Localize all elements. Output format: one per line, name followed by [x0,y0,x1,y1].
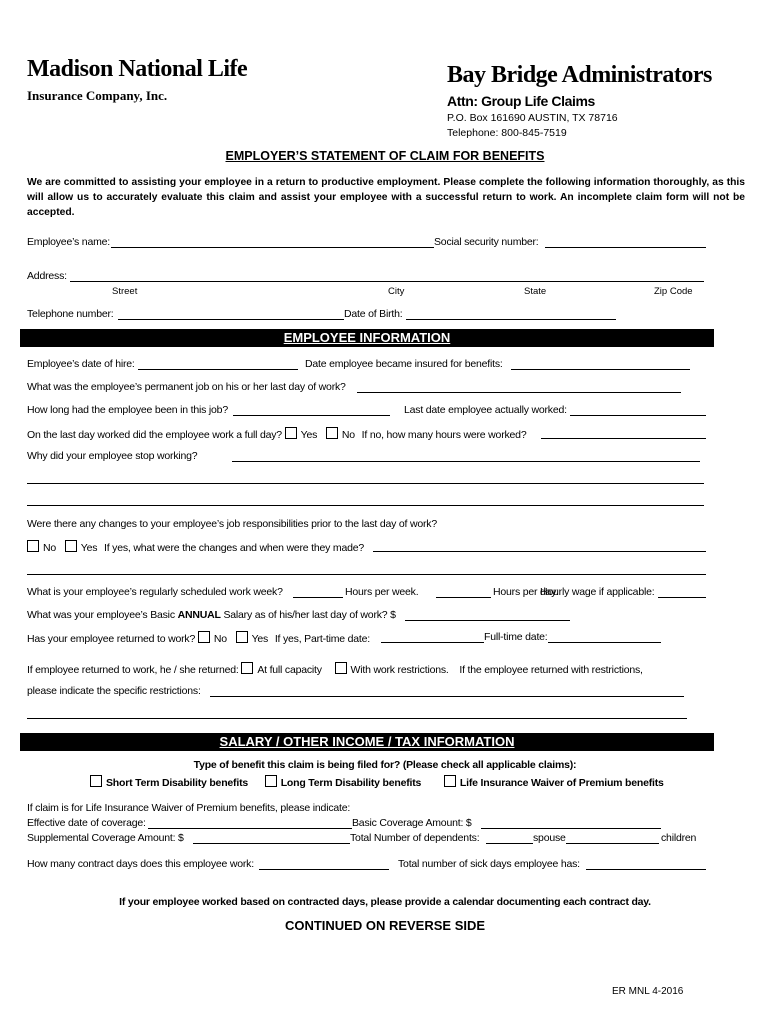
full-time-field[interactable] [548,642,661,643]
full-day-question [27,427,526,441]
returned-no-label: No [213,633,227,645]
life-waiver-note: If claim is for Life Insurance Waiver of Premium benefits, please indicate: [27,802,351,814]
employee-name-label: Employee’s name: [27,236,110,248]
children-label: children [661,832,697,844]
insured-date-field[interactable] [511,369,690,370]
attn-line: Attn: Group Life Claims [447,93,595,109]
street-caption: Street [112,286,138,297]
telephone-header: Telephone: 800-845-7519 [447,127,567,139]
ssn-field[interactable] [545,247,706,248]
supplemental-label: Supplemental Coverage Amount: $ [27,832,184,844]
with-restrictions-checkbox[interactable] [335,662,347,674]
full-day-no-label: No [341,429,355,441]
full-day-yes-checkbox[interactable] [285,427,297,439]
spouse-count-field[interactable] [486,843,533,844]
dob-field[interactable] [406,319,616,320]
annual-salary-question [27,609,396,621]
basic-coverage-field[interactable] [481,828,661,829]
hours-per-week-label: Hours per week. [345,586,419,598]
annual-salary-pre: What was your employee’s Basic [27,609,178,621]
restrictions-field-2[interactable] [27,718,687,719]
benefit-type-options [90,775,664,789]
full-day-no-checkbox[interactable] [326,427,338,439]
address-label: Address: [27,270,67,282]
ssn-label: Social security number: [434,236,539,248]
ltd-checkbox[interactable] [265,775,277,787]
sick-days-label: Total number of sick days employee has: [398,858,580,870]
po-box-address: P.O. Box 161690 AUSTIN, TX 78716 [447,112,618,124]
changes-field[interactable] [373,551,706,552]
hire-date-label: Employee’s date of hire: [27,358,135,370]
city-caption: City [388,286,405,297]
supplemental-field[interactable] [193,843,350,844]
telephone-label: Telephone number: [27,308,114,320]
address-field[interactable] [70,281,704,282]
why-stop-field-3[interactable] [27,505,704,506]
part-time-field[interactable] [381,642,484,643]
permanent-job-label: What was the employee’s permanent job on his or her last day of work? [27,381,346,393]
basic-coverage-label: Basic Coverage Amount: $ [352,817,472,829]
hours-per-day-label: Hours per day. [493,586,559,598]
full-time-label: Full-time date: [484,631,548,643]
annual-salary-field[interactable] [405,620,570,621]
life-waiver-label: Life Insurance Waiver of Premium benefits [459,777,664,789]
returned-capacity-label: If employee returned to work, he / she returned: [27,664,239,676]
form-code: ER MNL 4-2016 [612,986,684,997]
returned-no-checkbox[interactable] [198,631,210,643]
returned-yes-checkbox[interactable] [236,631,248,643]
changes-answer-row [27,540,364,554]
benefit-type-question: Type of benefit this claim is being filed for? (Please check all applicable claims): [193,759,577,771]
spouse-label: spouse [533,832,566,844]
changes-yes-checkbox[interactable] [65,540,77,552]
salary-information-header: SALARY / OTHER INCOME / TAX INFORMATION [20,733,714,751]
bay-bridge-company-name: Bay Bridge Administrators [447,62,712,88]
effective-date-label: Effective date of coverage: [27,817,146,829]
employee-information-header: EMPLOYEE INFORMATION [20,329,714,347]
why-stop-field[interactable] [232,461,700,462]
zip-caption: Zip Code [654,286,693,297]
annual-salary-bold: ANNUAL [177,609,221,621]
full-day-yes-label: Yes [300,429,318,441]
contract-note: If your employee worked based on contracted days, please provide a calendar documenting each contract day. [119,896,651,908]
returned-question-row [27,631,370,645]
full-capacity-checkbox[interactable] [241,662,253,674]
last-date-worked-field[interactable] [570,415,706,416]
changes-field-2[interactable] [27,574,706,575]
telephone-field[interactable] [118,319,344,320]
changes-yes-label: Yes [80,542,98,554]
std-label: Short Term Disability benefits [106,777,248,789]
last-date-worked-label: Last date employee actually worked: [404,404,567,416]
contract-days-field[interactable] [259,869,389,870]
hours-worked-field[interactable] [541,438,706,439]
changes-no-checkbox[interactable] [27,540,39,552]
restrictions-field[interactable] [210,696,684,697]
hours-per-day-field[interactable] [436,597,491,598]
hours-worked-label: If no, how many hours were worked? [361,429,527,441]
restrictions-note: If the employee returned with restrictions, [459,664,643,676]
full-capacity-label: At full capacity [257,664,322,676]
restrictions-indicate-label: please indicate the specific restrictions: [27,685,201,697]
hourly-wage-label: Hourly wage if applicable: [540,586,655,598]
changes-what-label: If yes, what were the changes and when were they made? [104,542,365,554]
schedule-field[interactable] [293,597,343,598]
changes-question: Were there any changes to your employee’s job responsibilities prior to the last day of work? [27,518,437,530]
why-stop-label: Why did your employee stop working? [27,450,198,462]
contract-days-label: How many contract days does this employee work: [27,858,254,870]
form-title: EMPLOYER’S STATEMENT OF CLAIM FOR BENEFITS [225,149,545,163]
with-restrictions-label: With work restrictions. [350,664,449,676]
ltd-label: Long Term Disability benefits [280,777,422,789]
hourly-wage-field[interactable] [658,597,706,598]
state-caption: State [524,286,547,297]
returned-capacity-row [27,662,643,676]
madison-company-sub: Insurance Company, Inc. [27,88,168,103]
part-time-label: If yes, Part-time date: [274,633,370,645]
annual-salary-post: Salary as of his/her last day of work? $ [220,609,396,621]
schedule-label: What is your employee’s regularly scheduled work week? [27,586,283,598]
permanent-job-field[interactable] [357,392,681,393]
why-stop-field-2[interactable] [27,483,704,484]
returned-label: Has your employee returned to work? [27,633,196,645]
sick-days-field[interactable] [586,869,706,870]
returned-yes-label: Yes [251,633,269,645]
effective-date-field[interactable] [148,828,352,829]
full-day-label: On the last day worked did the employee work a full day? [27,429,282,441]
std-checkbox[interactable] [90,775,102,787]
how-long-field[interactable] [233,415,390,416]
dob-label: Date of Birth: [344,308,403,320]
life-waiver-checkbox[interactable] [444,775,456,787]
dependents-label: Total Number of dependents: [350,832,480,844]
children-count-field[interactable] [566,843,659,844]
employee-name-field[interactable] [111,247,434,248]
madison-company-name: Madison National Life [27,56,248,82]
how-long-label: How long had the employee been in this job? [27,404,228,416]
hire-date-field[interactable] [138,369,298,370]
intro-paragraph: We are committed to assisting your employee in a return to productive employment. Please complete the following information thoroughly, as this will allow us to accurately evaluate this claim and assist your employee with a successful return to work. An incomplete claim form will not be accepted. [27,177,745,218]
continued-note: CONTINUED ON REVERSE SIDE [284,918,486,933]
insured-date-label: Date employee became insured for benefits: [305,358,503,370]
changes-no-label: No [43,542,57,554]
